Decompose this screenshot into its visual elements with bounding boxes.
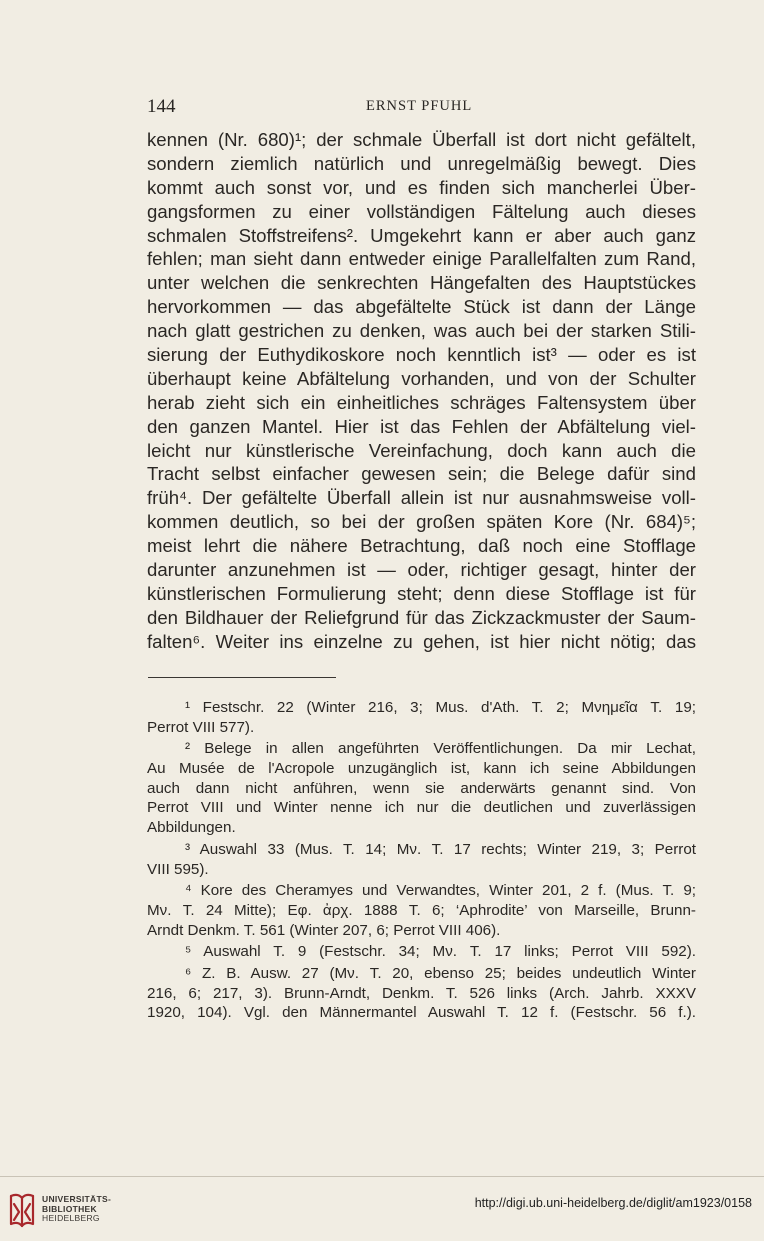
body-line: künstlerischen Formulierung steht; denn diese Stofflage ist für — [147, 582, 696, 604]
footnote-2-line: ² Belege in allen angeführten Veröffentlichungen. Da mir Lechat, — [185, 740, 696, 758]
body-line: den Bildhauer der Reliefgrund für das Zickzackmuster der Saum- — [147, 606, 696, 628]
body-line: meist lehrt die nähere Betrachtung, daß noch eine Stofflage — [147, 535, 696, 557]
body-line: gangsformen zu einer vollständigen Fältelung auch dieses — [147, 200, 696, 222]
footnote-2-line: Au Musée de l'Acropole unzugänglich ist, kann ich seine Abbildungen — [147, 760, 696, 778]
footnote-2-line: Abbildungen. — [147, 819, 236, 837]
footnote-6-line: 216, 6; 217, 3). Brunn-Arndt, Denkm. T. 526 links (Arch. Jahrb. XXXV — [147, 984, 696, 1002]
body-line: leicht nur künstlerische Vereinfachung, doch kann auch die — [147, 439, 696, 461]
body-line: sondern ziemlich natürlich und unregelmäßig bewegt. Dies — [147, 152, 696, 174]
library-emblem-icon — [8, 1190, 36, 1230]
footnote-5-line: ⁵ Auswahl T. 9 (Festschr. 34; Μν. T. 17 links; Perrot VIII 592). — [185, 943, 696, 961]
body-line: schmalen Stoffstreifens². Umgekehrt kann er aber auch ganz — [147, 224, 696, 246]
body-text — [147, 128, 696, 654]
footnote-2-line: auch dann nicht anführen, wenn sie anderwärts genannt sind. Von — [147, 779, 696, 797]
footer-divider — [0, 1176, 764, 1177]
body-line: nach glatt gestrichen zu denken, was auch bei der starken Stili- — [147, 320, 696, 342]
body-line: darunter anzunehmen ist — oder, richtiger gesagt, hinter der — [147, 559, 696, 581]
body-line: früh⁴. Der gefältelte Überfall allein ist nur ausnahmsweise voll- — [147, 487, 696, 509]
footnote-3-line: VIII 595). — [147, 860, 209, 878]
library-name — [42, 1195, 111, 1224]
body-line: kommt auch sonst vor, und es finden sich mancherlei Über- — [147, 176, 696, 198]
footnote-4-line: Arndt Denkm. T. 561 (Winter 207, 6; Perrot VIII 406). — [147, 921, 501, 939]
footnotes — [147, 698, 696, 1023]
logo-line: HEIDELBERG — [42, 1213, 100, 1223]
body-line: unter welchen die senkrechten Hängefalten des Hauptstückes — [147, 272, 696, 294]
library-logo[interactable] — [8, 1190, 111, 1230]
body-line: sierung der Euthydikoskore noch kenntlich ist³ — oder es ist — [147, 344, 696, 366]
body-line: herab zieht sich ein einheitliches schräges Faltensystem über — [147, 391, 696, 413]
footnote-1-line: ¹ Festschr. 22 (Winter 216, 3; Mus. d'Ath. T. 2; Μνημεῖα T. 19; — [185, 699, 696, 716]
footnote-1-line: Perrot VIII 577). — [147, 718, 255, 736]
page-number: 144 — [147, 96, 176, 117]
source-url-link[interactable]: http://digi.ub.uni-heidelberg.de/diglit/am1923/0158 — [474, 1196, 752, 1210]
body-line: Tracht selbst einfacher gewesen sein; die Belege dafür sind — [147, 463, 696, 485]
running-head: ERNST PFUHL — [366, 98, 473, 114]
footnote-6-line: ⁶ Z. B. Ausw. 27 (Μν. T. 20, ebenso 25; beides undeutlich Winter — [185, 964, 696, 982]
body-line: überhaupt keine Abfältelung vorhanden, und von der Schulter — [147, 367, 696, 389]
body-line: hervorkommen — das abgefältelte Stück ist dann der Länge — [147, 296, 696, 318]
body-line: den ganzen Mantel. Hier ist das Fehlen der Abfältelung viel- — [147, 415, 696, 437]
footnote-rule — [148, 677, 336, 678]
footnote-4-line: Μν. T. 24 Mitte); Εφ. ἀρχ. 1888 T. 6; ‘Aphrodite’ von Marseille, Brunn- — [147, 901, 696, 919]
body-line: kennen (Nr. 680)¹; der schmale Überfall ist dort nicht gefältelt, — [147, 129, 696, 150]
footnote-6-line: 1920, 104). Vgl. den Männermantel Auswahl T. 12 f. (Festschr. 56 f.). — [147, 1004, 696, 1022]
body-line: falten⁶. Weiter ins einzelne zu gehen, ist hier nicht nötig; das — [147, 630, 696, 652]
footnote-3-line: ³ Auswahl 33 (Mus. T. 14; Μν. T. 17 rechts; Winter 219, 3; Perrot — [185, 840, 696, 858]
footnote-4-line: ⁴ Kore des Cheramyes und Verwandtes, Winter 201, 2 f. (Mus. T. 9; — [185, 882, 696, 900]
logo-line: BIBLIOTHEK — [42, 1203, 97, 1214]
footnote-2-line: Perrot VIII und Winter nenne ich nur die deutlichen und zuverlässigen — [147, 799, 696, 817]
body-line: kommen deutlich, so bei der großen späten Kore (Nr. 684)⁵; — [147, 511, 696, 533]
logo-line: UNIVERSITÄTS- — [42, 1194, 112, 1204]
body-line: fehlen; man sieht dann entweder einige Parallelfalten zum Rand, — [147, 248, 696, 270]
